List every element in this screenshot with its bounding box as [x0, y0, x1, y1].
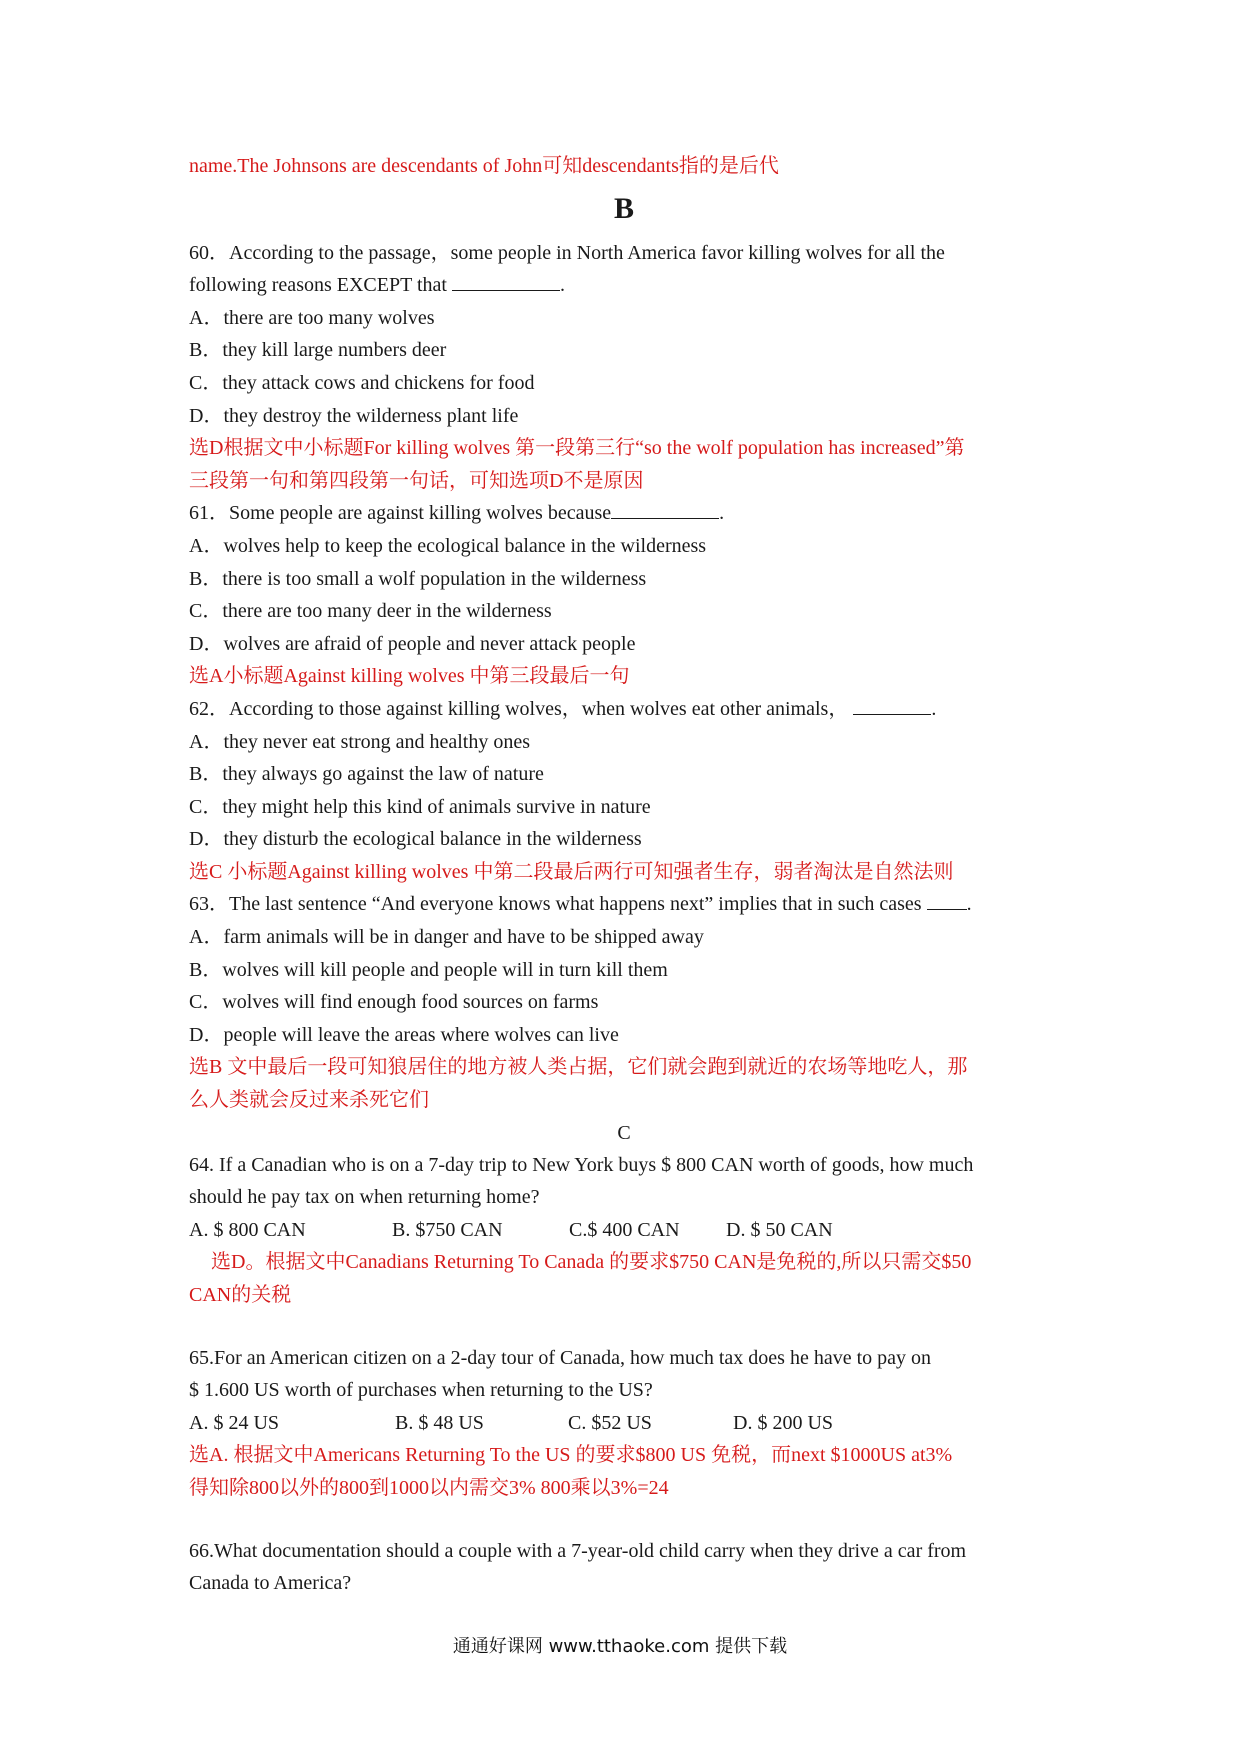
options-row	[189, 1407, 1059, 1440]
answer-explanation: 选A小标题Against killing wolves 中第三段最后一句	[189, 665, 630, 688]
document-page	[189, 150, 1059, 1600]
section-heading-c: C	[617, 1121, 631, 1144]
question-stem: 65.For an American citizen on a 2-day tour of Canada, how much tax does he have to pay on	[189, 1346, 932, 1369]
option: A．they never eat strong and healthy ones	[189, 730, 531, 753]
option: C．they attack cows and chickens for food	[189, 371, 535, 394]
answer-explanation: 么人类就会反过来杀死它们	[189, 1089, 429, 1112]
question-61	[189, 497, 1059, 693]
answer-explanation: 选C 小标题Against killing wolves 中第二段最后两行可知强者生存，弱者淘汰是自然法则	[189, 860, 954, 883]
question-stem: 61．Some people are against killing wolves because .	[189, 502, 725, 525]
option: D. $ 50 CAN	[726, 1218, 833, 1241]
option: D．people will leave the areas where wolves can live	[189, 1023, 619, 1046]
answer-blank	[853, 696, 931, 715]
question-stem: 62．According to those against killing wolves，when wolves eat other animals， .	[189, 697, 937, 720]
question-63	[189, 888, 1059, 1116]
question-62	[189, 693, 1059, 889]
spacer	[189, 1505, 1059, 1535]
question-stem: 63．The last sentence “And everyone knows what happens next” implies that in such cases .	[189, 893, 972, 916]
answer-blank	[927, 891, 967, 910]
answer-note: name.The Johnsons are descendants of John可知descendants指的是后代	[189, 155, 779, 177]
question-stem: 64. If a Canadian who is on a 7-day trip to New York buys $ 800 CAN worth of goods, how much	[189, 1153, 974, 1176]
option: A. $ 24 US	[189, 1411, 280, 1434]
option: D．wolves are afraid of people and never attack people	[189, 632, 636, 655]
section-heading-b: B	[613, 191, 634, 225]
answer-explanation: 选B 文中最后一段可知狼居住的地方被人类占据，它们就会跑到就近的农场等地吃人，那	[189, 1056, 968, 1079]
option: C．wolves will find enough food sources on farms	[189, 991, 599, 1014]
option: B. $750 CAN	[392, 1218, 503, 1241]
option: A. $ 800 CAN	[189, 1218, 306, 1241]
answer-blank	[452, 272, 560, 291]
spacer	[189, 1312, 1059, 1342]
question-64	[189, 1149, 1059, 1312]
question-65	[189, 1342, 1059, 1505]
question-stem: Canada to America?	[189, 1572, 352, 1595]
option: D．they destroy the wilderness plant life	[189, 404, 519, 427]
option: C.$ 400 CAN	[569, 1218, 680, 1241]
option: A．wolves help to keep the ecological balance in the wilderness	[189, 534, 707, 557]
option: B. $ 48 US	[395, 1411, 484, 1434]
option: C．they might help this kind of animals survive in nature	[189, 795, 651, 818]
question-stem: should he pay tax on when returning home?	[189, 1186, 540, 1209]
option: D. $ 200 US	[733, 1411, 834, 1434]
answer-explanation: 三段第一句和第四段第一句话，可知选项D不是原因	[189, 469, 644, 492]
question-stem: following reasons EXCEPT that .	[189, 274, 565, 297]
option: A．there are too many wolves	[189, 306, 435, 329]
question-stem: 60．According to the passage，some people in North America favor killing wolves for all the	[189, 241, 945, 264]
options-row	[189, 1214, 1059, 1247]
option: D．they disturb the ecological balance in the wilderness	[189, 828, 642, 851]
question-60	[189, 237, 1059, 498]
question-stem: $ 1.600 US worth of purchases when returning to the US?	[189, 1379, 653, 1402]
option: B．they kill large numbers deer	[189, 339, 447, 362]
option: C. $52 US	[568, 1411, 652, 1434]
question-stem: 66.What documentation should a couple with a 7-year-old child carry when they drive a car from	[189, 1539, 967, 1562]
answer-explanation: 选D根据文中小标题For killing wolves 第一段第三行“so the wolf population has increased”第	[189, 437, 965, 460]
option: C．there are too many deer in the wilderness	[189, 600, 552, 623]
answer-explanation: 得知除800以外的800到1000以内需交3% 800乘以3%=24	[189, 1476, 669, 1499]
answer-blank	[611, 500, 719, 519]
question-66	[189, 1535, 1059, 1600]
answer-explanation: 选D。根据文中Canadians Returning To Canada 的要求$750 CAN是免税的,所以只需交$50	[211, 1251, 972, 1274]
answer-explanation: 选A. 根据文中Americans Returning To the US 的要求$800 US 免税，而next $1000US at3%	[189, 1444, 953, 1467]
page-footer: 通通好课网 www.tthaoke.com 提供下载	[452, 1636, 788, 1657]
option: B．they always go against the law of nature	[189, 763, 544, 786]
answer-explanation: CAN的关税	[189, 1284, 292, 1306]
option: B．there is too small a wolf population in the wilderness	[189, 567, 647, 590]
option: A．farm animals will be in danger and have to be shipped away	[189, 926, 704, 949]
option: B．wolves will kill people and people will in turn kill them	[189, 958, 668, 981]
